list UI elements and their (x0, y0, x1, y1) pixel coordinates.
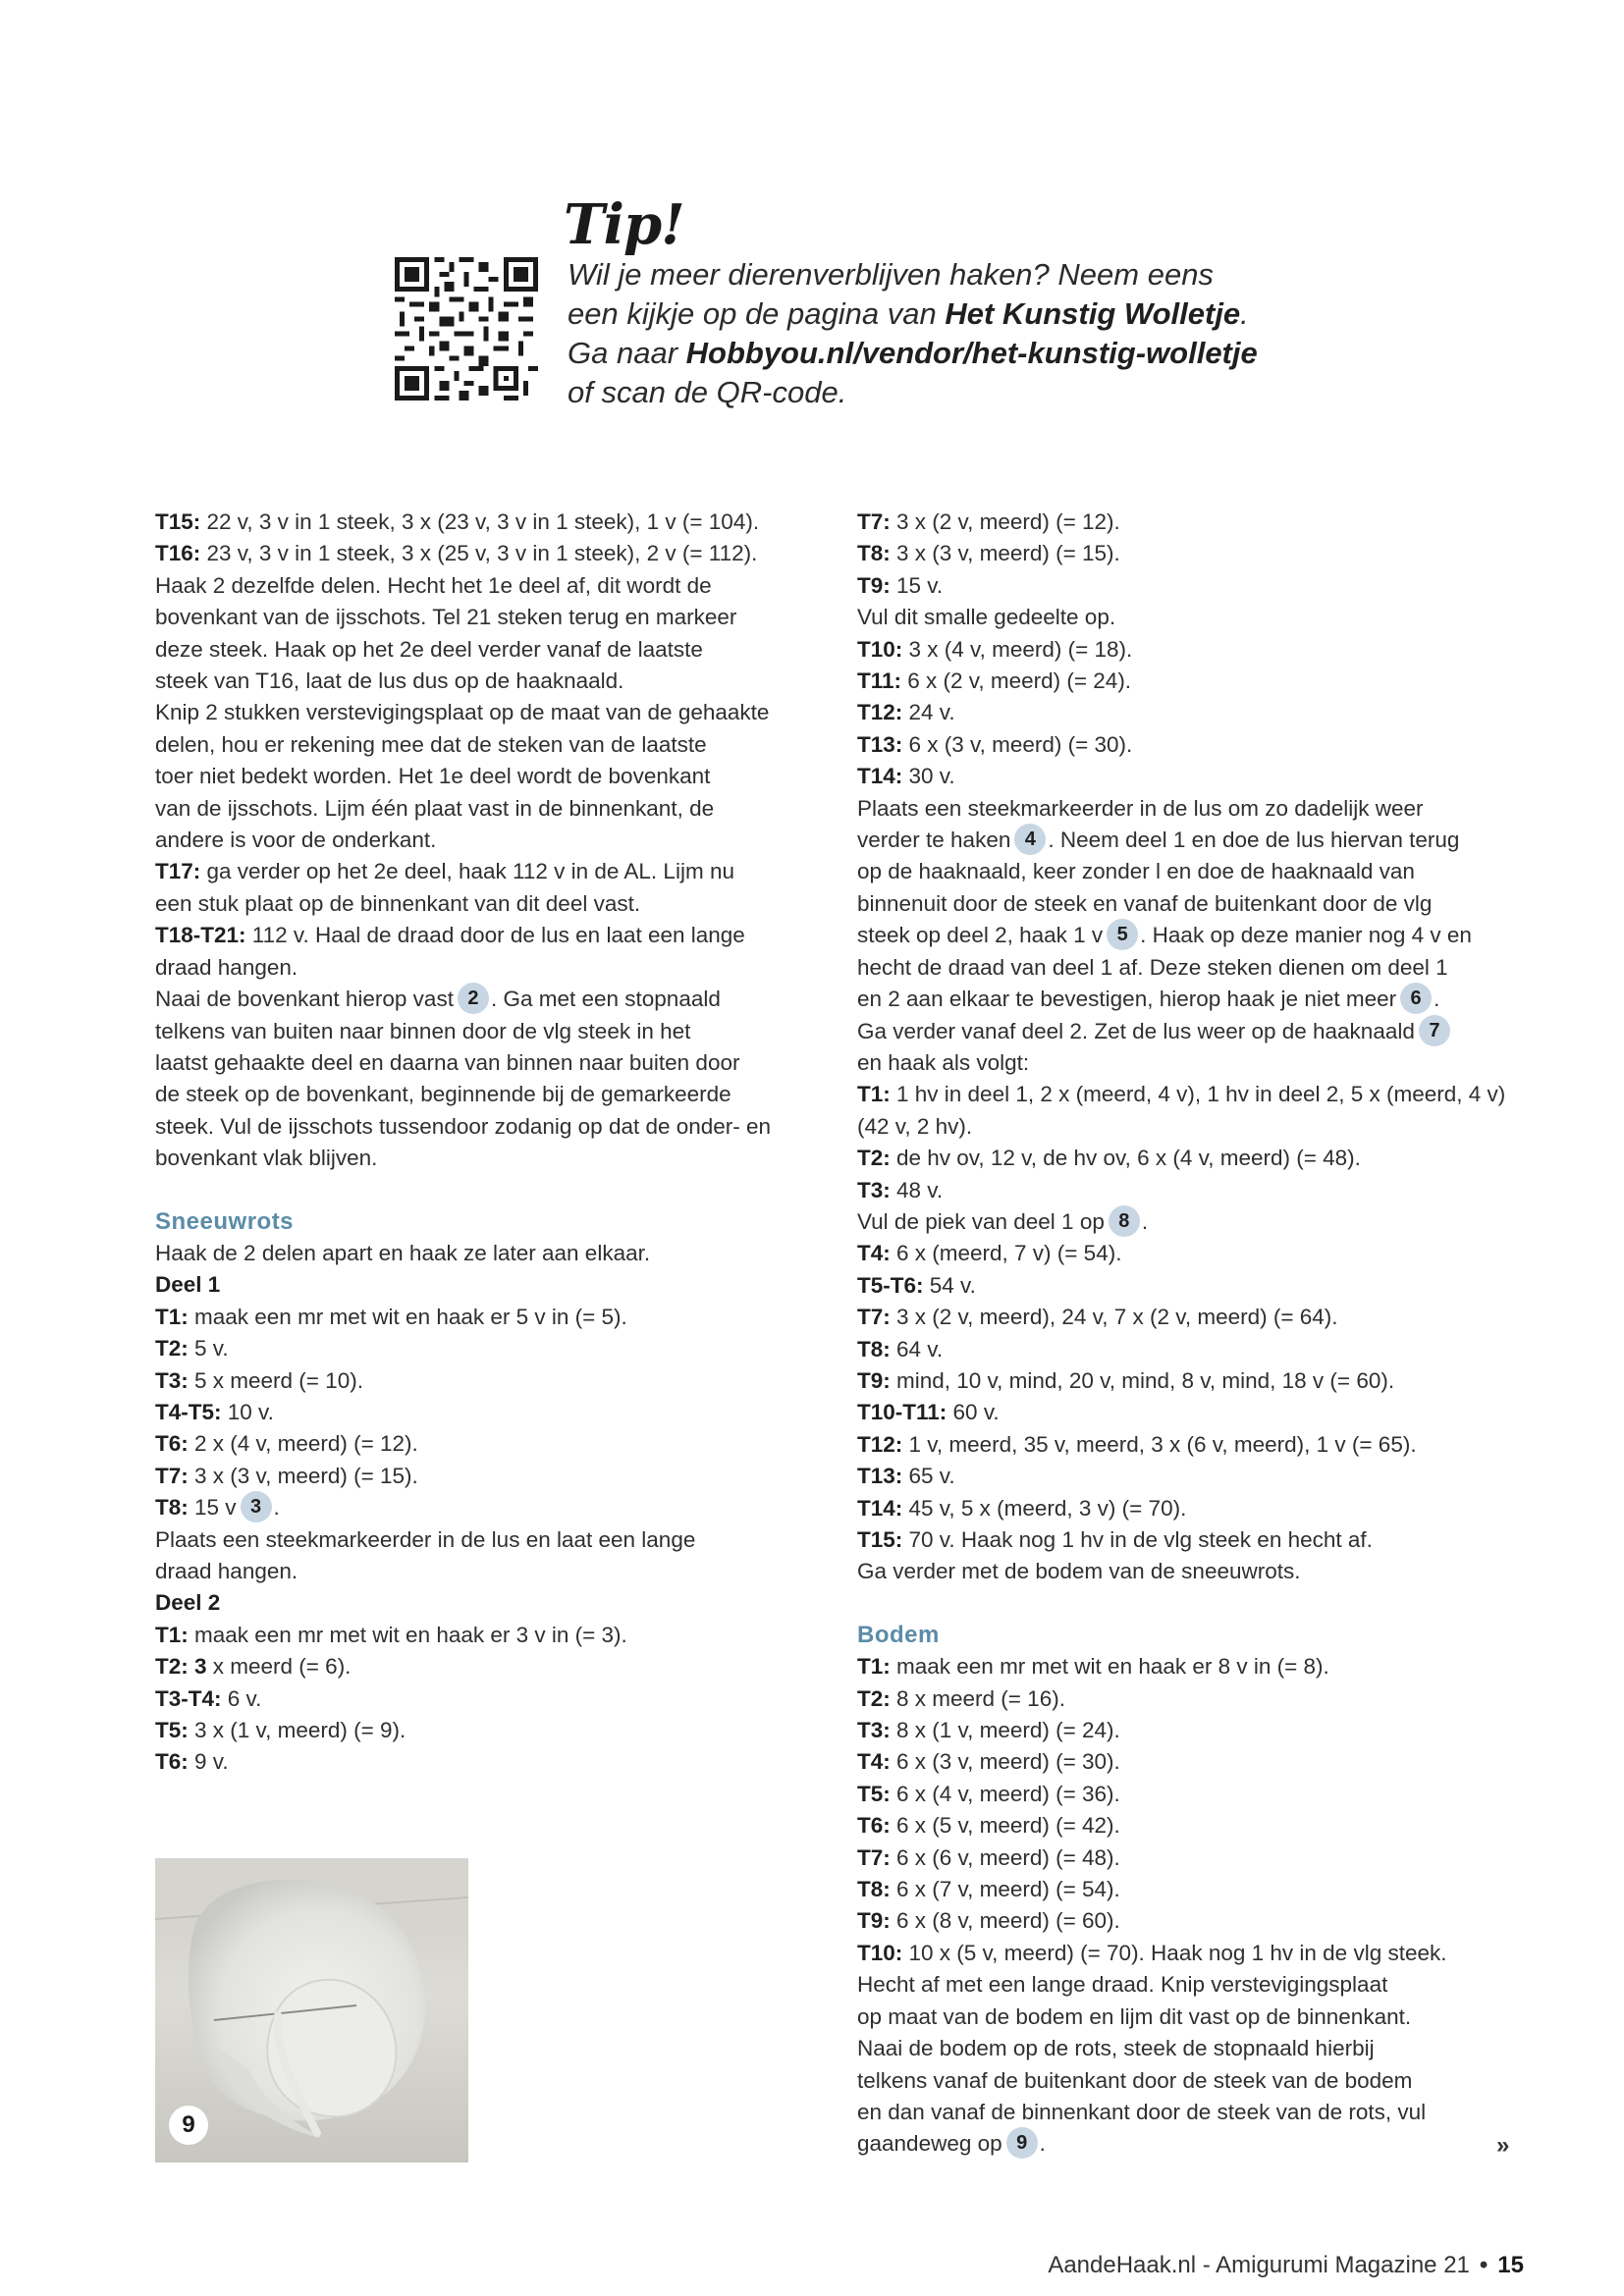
row-text: 30 v. (902, 764, 955, 789)
footer-site: AandeHaak.nl - Amigurumi Magazine 21 (1048, 2252, 1470, 2278)
row-text: . Neem deel 1 en doe de lus hiervan terug (1048, 828, 1460, 853)
page-number: 15 (1497, 2252, 1524, 2278)
row-text: 54 v. (923, 1272, 976, 1298)
row-label: T3: (857, 1718, 891, 1743)
row-text: 8 x (1 v, meerd) (= 24). (890, 1718, 1120, 1743)
row-label: T10-T11: (857, 1400, 947, 1425)
row-text: 6 x (3 v, meerd) (= 30). (890, 1749, 1120, 1775)
pattern-row (857, 666, 1535, 697)
row-text: maak een mr met wit en haak er 8 v in (= 8). (890, 1654, 1329, 1680)
step-badge: 4 (1014, 824, 1046, 855)
row-label: T1: (857, 1082, 891, 1107)
tip-text-fragment: . (1240, 296, 1249, 331)
text-line (857, 825, 1535, 856)
pattern-row (857, 1493, 1535, 1524)
text-line: laatst gehaakte deel en daarna van binnen naar buiten door (155, 1049, 740, 1075)
text-line: telkens vanaf de buitenkant door de steek van de bodem (857, 2067, 1413, 2093)
text-line: toer niet bedekt worden. Het 1e deel wordt de bovenkant (155, 764, 711, 789)
pattern-row (857, 634, 1535, 666)
row-label: T10: (857, 636, 903, 662)
row-label: T2: 3 (155, 1654, 207, 1680)
tip-title: Tip! (564, 192, 684, 257)
row-label: T8: (857, 541, 891, 566)
row-text: 3 x (2 v, meerd), 24 v, 7 x (2 v, meerd) (= 64). (890, 1305, 1338, 1330)
row-label: T12: (857, 1431, 903, 1457)
text-line: binnenuit door de steek en vanaf de buitenkant door de vlg (857, 890, 1433, 916)
row-label: T1: (155, 1622, 189, 1647)
pattern-row (155, 1746, 823, 1778)
row-text: en 2 aan elkaar te bevestigen, hierop haak je niet meer (857, 987, 1397, 1012)
text-line: (42 v, 2 hv). (857, 1113, 973, 1139)
row-text: 48 v. (890, 1177, 944, 1202)
pattern-row (155, 538, 823, 569)
pattern-row (857, 1746, 1535, 1778)
text-line (857, 2128, 1535, 2160)
row-label: T2: (857, 1685, 891, 1711)
pattern-row (857, 1938, 1535, 1969)
row-label: T7: (155, 1463, 189, 1488)
row-label: T1: (155, 1304, 189, 1329)
text-line (857, 1016, 1535, 1047)
pattern-row (155, 1397, 823, 1428)
row-label: T15: (155, 509, 201, 534)
row-text: 8 x meerd (= 16). (890, 1685, 1065, 1711)
row-text: 24 v. (902, 700, 955, 725)
text-line: Vul dit smalle gedeelte op. (857, 605, 1116, 630)
pattern-row (857, 1334, 1535, 1365)
text-line: Plaats een steekmarkeerder in de lus om zo dadelijk weer (857, 795, 1424, 821)
vendor-name: Het Kunstig Wolletje (945, 296, 1241, 331)
pattern-row (857, 507, 1535, 538)
row-label: T4: (857, 1749, 891, 1775)
pattern-row (155, 920, 823, 951)
pattern-row (155, 507, 823, 538)
step-badge: 8 (1109, 1205, 1140, 1237)
row-text: 1 hv in deel 1, 2 x (meerd, 4 v), 1 hv in deel 2, 5 x (meerd, 4 v) (890, 1082, 1506, 1107)
row-text: x meerd (= 6). (206, 1654, 352, 1680)
row-text: 10 v. (221, 1399, 274, 1424)
pattern-row (857, 697, 1535, 728)
pattern-row (857, 1715, 1535, 1746)
pattern-row (155, 1492, 823, 1523)
page-footer (1048, 2252, 1524, 2279)
row-label: T13: (857, 731, 903, 757)
row-label: T14: (857, 764, 903, 789)
text-line (857, 984, 1535, 1015)
row-label: T6: (857, 1813, 891, 1839)
text-line: hecht de draad van deel 1 af. Deze steken dienen om deel 1 (857, 954, 1448, 980)
row-text: de hv ov, 12 v, de hv ov, 6 x (4 v, meerd) (= 48). (890, 1146, 1361, 1171)
row-text: 64 v. (890, 1336, 944, 1362)
row-label: T5: (857, 1781, 891, 1806)
row-label: T5-T6: (857, 1272, 924, 1298)
row-label: T4-T5: (155, 1399, 222, 1424)
pattern-row (857, 1365, 1535, 1397)
tip-text-fragment: een kijkje op de pagina van (568, 296, 946, 331)
pattern-row (857, 1842, 1535, 1874)
step-badge: 2 (458, 983, 489, 1014)
right-column (857, 507, 1535, 2161)
row-text: 3 x (4 v, meerd) (= 18). (902, 636, 1133, 662)
row-text: 6 x (meerd, 7 v) (= 54). (890, 1241, 1122, 1266)
text-line: steek van T16, laat de lus dus op de haaknaald. (155, 668, 624, 694)
row-label: T8: (155, 1495, 189, 1521)
row-text: 10 x (5 v, meerd) (= 70). Haak nog 1 hv in de vlg steek. (902, 1940, 1447, 1965)
row-text: 45 v, 5 x (meerd, 3 v) (= 70). (902, 1495, 1187, 1521)
row-text: 3 x (3 v, meerd) (= 15). (890, 541, 1120, 566)
pattern-row (155, 1715, 823, 1746)
qr-code-icon[interactable] (395, 257, 538, 400)
row-label: T3: (857, 1177, 891, 1202)
subheading-deel-1: Deel 1 (155, 1272, 221, 1298)
row-text: . (1141, 1208, 1149, 1234)
row-label: T1: (857, 1654, 891, 1680)
pattern-row (857, 1238, 1535, 1269)
pattern-row (857, 1810, 1535, 1842)
row-label: T11: (857, 668, 902, 694)
pattern-row (857, 1651, 1535, 1682)
step-badge: 6 (1400, 983, 1432, 1014)
row-label: T2: (155, 1336, 189, 1362)
row-text: 15 v (188, 1495, 237, 1521)
row-label: T15: (857, 1527, 903, 1552)
text-line: deze steek. Haak op het 2e deel verder vanaf de laatste (155, 636, 703, 662)
pattern-row (857, 1683, 1535, 1715)
pattern-row (155, 1620, 823, 1651)
text-line: Knip 2 stukken verstevigingsplaat op de maat van de gehaakte (155, 700, 770, 725)
row-label: T14: (857, 1495, 903, 1521)
tip-box (395, 192, 1278, 412)
photo-step-badge: 9 (169, 2106, 208, 2145)
pattern-row (857, 1524, 1535, 1556)
row-label: T5: (155, 1718, 189, 1743)
row-text: ga verder op het 2e deel, haak 112 v in de AL. Lijm nu (200, 859, 734, 884)
row-label: T9: (857, 572, 891, 598)
row-text: 1 v, meerd, 35 v, meerd, 3 x (6 v, meerd), 1 v (= 65). (902, 1431, 1417, 1457)
row-text: . (1039, 2131, 1046, 2157)
row-text: 3 x (3 v, meerd) (= 15). (188, 1463, 418, 1488)
text-line: Ga verder met de bodem van de sneeuwrots. (857, 1559, 1301, 1584)
pattern-row (857, 1079, 1535, 1110)
text-line: Naai de bodem op de rots, steek de stopnaald hierbij (857, 2036, 1375, 2061)
row-text: 6 x (8 v, meerd) (= 60). (890, 1908, 1120, 1934)
row-text: 15 v. (890, 572, 944, 598)
section-heading-sneeuwrots: Sneeuwrots (155, 1207, 295, 1235)
row-label: T3: (155, 1367, 189, 1393)
pattern-row (155, 1302, 823, 1333)
left-column (155, 507, 823, 1779)
text-line: draad hangen. (155, 1559, 298, 1583)
row-text: 3 x (1 v, meerd) (= 9). (188, 1718, 406, 1743)
row-text: 70 v. Haak nog 1 hv in de vlg steek en hecht af. (902, 1527, 1373, 1552)
pattern-row (857, 1143, 1535, 1174)
pattern-row (857, 570, 1535, 602)
text-line: Haak de 2 delen apart en haak ze later aan elkaar. (155, 1240, 651, 1265)
pattern-row (857, 1874, 1535, 1905)
pattern-row (155, 1365, 823, 1397)
text-line: de steek op de bovenkant, beginnende bij de gemarkeerde (155, 1082, 731, 1107)
text-line: Hecht af met een lange draad. Knip verstevigingsplaat (857, 1972, 1388, 1998)
next-page-arrow-icon: » (1496, 2132, 1510, 2159)
tip-text (568, 255, 1258, 412)
text-line: Haak 2 dezelfde delen. Hecht het 1e deel af, dit wordt de (155, 572, 712, 598)
row-label: T3-T4: (155, 1685, 222, 1711)
row-text: verder te haken (857, 828, 1011, 853)
row-label: T12: (857, 700, 903, 725)
vendor-link[interactable]: Hobbyou.nl/vendor/het-kunstig-wolletje (685, 336, 1258, 370)
text-line: telkens van buiten naar binnen door de vlg steek in het (155, 1018, 691, 1043)
step-badge: 3 (241, 1491, 272, 1522)
pattern-row (857, 1461, 1535, 1492)
row-text: mind, 10 v, mind, 20 v, mind, 8 v, mind, 18 v (= 60). (890, 1367, 1395, 1393)
row-text: . (273, 1495, 280, 1521)
row-label: T9: (857, 1367, 891, 1393)
tip-text-fragment: Ga naar (568, 336, 686, 370)
row-label: T7: (857, 1844, 891, 1870)
pattern-row (857, 1397, 1535, 1428)
row-text: Naai de bovenkant hierop vast (155, 987, 454, 1012)
row-text: 112 v. Haal de draad door de lus en laat een lange (245, 923, 745, 948)
row-text: 65 v. (902, 1464, 955, 1489)
section-heading-bodem: Bodem (857, 1621, 940, 1648)
text-line: Plaats een steekmarkeerder in de lus en laat een lange (155, 1526, 696, 1552)
tip-line (568, 334, 1258, 373)
row-label: T13: (857, 1464, 903, 1489)
tip-line: of scan de QR-code. (568, 375, 847, 409)
text-line: en dan vanaf de binnenkant door de steek van de rots, vul (857, 2099, 1427, 2124)
row-text: gaandeweg op (857, 2131, 1002, 2157)
pattern-row (857, 729, 1535, 761)
row-label: T6: (155, 1431, 189, 1457)
row-text: 6 x (7 v, meerd) (= 54). (890, 1877, 1120, 1902)
subheading-deel-2: Deel 2 (155, 1590, 221, 1616)
row-label: T7: (857, 509, 891, 534)
row-text: 3 x (2 v, meerd) (= 12). (890, 509, 1120, 534)
text-line: van de ijsschots. Lijm één plaat vast in de binnenkant, de (155, 795, 715, 821)
pattern-row (155, 1651, 823, 1682)
row-label: T6: (155, 1749, 189, 1775)
step-badge: 7 (1419, 1015, 1450, 1046)
pattern-row (857, 1905, 1535, 1937)
pattern-row (155, 1428, 823, 1460)
row-text: 6 x (2 v, meerd) (= 24). (901, 668, 1132, 694)
tip-line: Wil je meer dierenverblijven haken? Neem eens (568, 257, 1214, 292)
pattern-row (155, 1333, 823, 1364)
row-text: . Haak op deze manier nog 4 v en (1140, 923, 1472, 948)
tip-line (568, 294, 1258, 334)
row-label: T8: (857, 1877, 891, 1902)
text-line: andere is voor de onderkant. (155, 828, 437, 853)
row-label: T4: (857, 1241, 891, 1266)
row-label: T17: (155, 859, 201, 884)
pattern-row (155, 856, 823, 887)
row-text: Vul de piek van deel 1 op (857, 1208, 1105, 1234)
row-text: . (1434, 987, 1440, 1012)
step-badge: 5 (1107, 919, 1138, 950)
row-label: T2: (857, 1146, 891, 1171)
row-text: 6 x (6 v, meerd) (= 48). (890, 1844, 1120, 1870)
row-text: 2 x (4 v, meerd) (= 12). (188, 1431, 418, 1457)
pattern-row (155, 1683, 823, 1715)
row-label: T8: (857, 1336, 891, 1362)
row-text: steek op deel 2, haak 1 v (857, 923, 1104, 948)
text-line: op maat van de bodem en lijm dit vast op de binnenkant. (857, 2003, 1412, 2029)
row-text: 9 v. (188, 1749, 229, 1775)
text-line (857, 920, 1535, 951)
row-text: 6 x (5 v, meerd) (= 42). (890, 1813, 1120, 1839)
text-line (155, 984, 823, 1015)
row-label: T10: (857, 1940, 903, 1965)
row-text: 22 v, 3 v in 1 steek, 3 x (23 v, 3 v in 1 steek), 1 v (= 104). (200, 509, 760, 534)
row-text: 23 v, 3 v in 1 steek, 3 x (25 v, 3 v in 1 steek), 2 v (= 112). (200, 541, 758, 566)
row-label: T16: (155, 541, 201, 566)
text-line: op de haaknaald, keer zonder l en doe de haaknaald van (857, 859, 1415, 884)
pattern-row (857, 1175, 1535, 1206)
pattern-row (857, 761, 1535, 792)
text-line: bovenkant van de ijsschots. Tel 21 steken terug en markeer (155, 605, 737, 630)
pattern-row (857, 1779, 1535, 1810)
row-label: T7: (857, 1305, 891, 1330)
row-text: 6 x (3 v, meerd) (= 30). (902, 731, 1133, 757)
row-text: maak een mr met wit en haak er 3 v in (= 3). (188, 1622, 627, 1647)
step-badge: 9 (1006, 2127, 1038, 2159)
text-line (857, 1206, 1535, 1238)
footer-bullet: • (1479, 2252, 1489, 2278)
text-line: een stuk plaat op de binnenkant van dit deel vast. (155, 890, 641, 916)
row-label: T18-T21: (155, 923, 246, 948)
row-text: 6 v. (221, 1685, 262, 1711)
text-line: steek. Vul de ijsschots tussendoor zodanig op dat de onder- en (155, 1113, 772, 1139)
pattern-row (857, 1270, 1535, 1302)
text-line: delen, hou er rekening mee dat de steken van de laatste (155, 731, 707, 757)
row-text: maak een mr met wit en haak er 5 v in (= 5). (188, 1304, 627, 1329)
row-text: 5 v. (188, 1336, 229, 1362)
row-text: 60 v. (947, 1400, 1000, 1425)
text-line: en haak als volgt: (857, 1049, 1030, 1075)
pattern-row (857, 1302, 1535, 1333)
text-line: draad hangen. (155, 954, 298, 980)
row-text: Ga verder vanaf deel 2. Zet de lus weer op de haaknaald (857, 1018, 1415, 1043)
row-text: 6 x (4 v, meerd) (= 36). (890, 1781, 1120, 1806)
pattern-row (857, 538, 1535, 569)
row-label: T9: (857, 1908, 891, 1934)
text-line: bovenkant vlak blijven. (155, 1146, 378, 1171)
row-text: 5 x meerd (= 10). (188, 1367, 363, 1393)
pattern-row (155, 1461, 823, 1492)
step-photo (155, 1858, 468, 2163)
row-text: . Ga met een stopnaald (490, 987, 721, 1012)
pattern-row (857, 1429, 1535, 1461)
